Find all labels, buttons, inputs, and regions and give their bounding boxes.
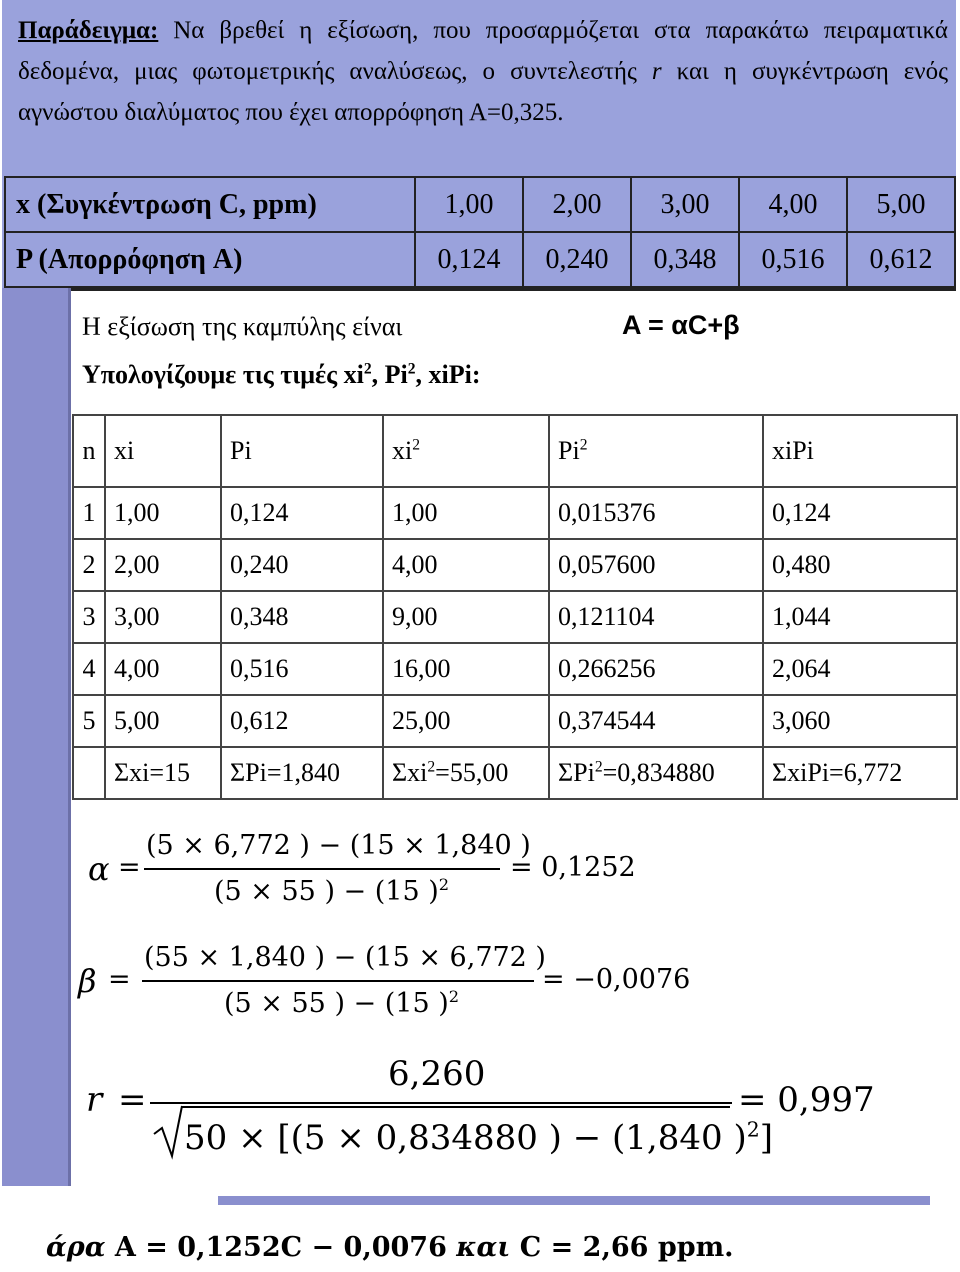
col-header-xipi: xiPi (763, 415, 957, 487)
cell-xi2: 16,00 (383, 643, 549, 695)
table-cell: 1,00 (415, 177, 523, 232)
example-label: Παράδειγμα: (18, 17, 159, 44)
sum-xipi: ΣxiPi=6,772 (763, 747, 957, 799)
cell-pi: 0,124 (221, 487, 383, 539)
experimental-data-table (4, 176, 956, 288)
cell-xi: 2,00 (105, 539, 221, 591)
cell-xipi: 1,044 (763, 591, 957, 643)
cell-xi: 1,00 (105, 487, 221, 539)
alpha-result: = 0,1252 (510, 852, 636, 883)
sums-row (73, 747, 957, 799)
cell-n: 5 (73, 695, 105, 747)
table-row (73, 643, 957, 695)
table-cell: 3,00 (631, 177, 739, 232)
beta-symbol: β (78, 962, 97, 1000)
table-row (73, 539, 957, 591)
table-row (5, 177, 955, 232)
cell-xipi: 3,060 (763, 695, 957, 747)
table-cell: 5,00 (847, 177, 955, 232)
intro-text: Να βρεθεί η εξίσωση, που προσαρμόζεται στα παρακάτω πειραματικά δεδομένα, μιας φωτομετρικής αναλύσεως, ο συντελεστής (18, 17, 948, 85)
alpha-equals: = (118, 852, 141, 883)
alpha-symbol: α (88, 850, 110, 888)
sum-pi: ΣPi=1,840 (221, 747, 383, 799)
cell-pi2: 0,057600 (549, 539, 763, 591)
col-header-xi2: $xi^2$ (383, 415, 549, 487)
cell-xipi: 0,480 (763, 539, 957, 591)
cell-pi2: 0,374544 (549, 695, 763, 747)
cell-xi: 4,00 (105, 643, 221, 695)
alpha-denominator: (5 × 55 ) − (15 )$^2$ (214, 875, 450, 907)
beta-fraction-line (142, 980, 534, 982)
conclusion-and: και (456, 1232, 511, 1263)
sum-xi2: Σxi$^2$=55,00 (383, 747, 549, 799)
beta-numerator: (55 × 1,840 ) − (15 × 6,772 ) (144, 942, 546, 973)
beta-denominator: (5 × 55 ) − (15 )$^2$ (224, 987, 460, 1019)
bottom-accent-bar (218, 1196, 930, 1205)
alpha-numerator: (5 × 6,772 ) − (15 × 1,840 ) (146, 830, 531, 861)
col-header-n: n (73, 415, 105, 487)
conclusion-word: άρα (46, 1232, 106, 1263)
calculation-table (72, 414, 958, 800)
cell-pi2: 0,015376 (549, 487, 763, 539)
row-header-p: P (Απορρόφηση A) (5, 232, 415, 287)
col-header-pi2: Pi$^2$ (549, 415, 763, 487)
square-root-icon (152, 1104, 184, 1160)
table-cell: 0,124 (415, 232, 523, 287)
cell-pi2: 0,266256 (549, 643, 763, 695)
table-cell: 0,240 (523, 232, 631, 287)
cell-pi: 0,612 (221, 695, 383, 747)
table-cell: 0,516 (739, 232, 847, 287)
beta-result: = −0,0076 (542, 964, 691, 995)
r-denominator: 50 × [(5 × 0,834880 ) − (1,840 )$^2$] (184, 1117, 773, 1158)
r-symbol: r (651, 58, 662, 85)
cell-n: 4 (73, 643, 105, 695)
cell-xi: 5,00 (105, 695, 221, 747)
table-cell: 0,612 (847, 232, 955, 287)
table-cell: 0,348 (631, 232, 739, 287)
cell-pi: 0,348 (221, 591, 383, 643)
conclusion-result: C = 2,66 ppm. (510, 1232, 734, 1263)
r-numerator: 6,260 (388, 1054, 486, 1094)
cell-pi2: 0,121104 (549, 591, 763, 643)
sum-xi: Σxi=15 (105, 747, 221, 799)
col-header-pi: Pi (221, 415, 383, 487)
r-fraction-line (150, 1102, 732, 1104)
cell-xipi: 0,124 (763, 487, 957, 539)
cell-xi2: 25,00 (383, 695, 549, 747)
cell-xi2: 4,00 (383, 539, 549, 591)
table-header-row (73, 415, 957, 487)
equation-formula: A = αC+β (622, 310, 740, 340)
table-cell: 4,00 (739, 177, 847, 232)
table-cell: 2,00 (523, 177, 631, 232)
equation-text: Η εξίσωση της καμπύλης είναι (82, 312, 403, 341)
cell-pi: 0,240 (221, 539, 383, 591)
col-header-xi: xi (105, 415, 221, 487)
cell-pi: 0,516 (221, 643, 383, 695)
intro-text-end: και η συγκέντρωση ενός αγνώστου διαλύματος που έχει απορρόφηση Α=0,325. (18, 58, 948, 126)
r-formula-symbol: r (86, 1080, 103, 1120)
cell-xi2: 1,00 (383, 487, 549, 539)
table-row (73, 487, 957, 539)
alpha-fraction-line (144, 868, 500, 870)
intro-paragraph (18, 10, 948, 133)
r-result: = 0,997 (738, 1080, 875, 1120)
cell-n: 2 (73, 539, 105, 591)
compute-text: Υπολογίζουμε τις τιμές $xi^2$, Pi$^2$, xiPi: (82, 360, 481, 389)
table-row (73, 695, 957, 747)
row-header-x: x (Συγκέντρωση C, ppm) (5, 177, 415, 232)
cell-xi2: 9,00 (383, 591, 549, 643)
cell-n: 1 (73, 487, 105, 539)
sum-pi2: ΣPi$^2$=0,834880 (549, 747, 763, 799)
left-accent-bar (2, 288, 71, 1186)
cell-xipi: 2,064 (763, 643, 957, 695)
beta-equals: = (108, 964, 131, 995)
cell-n (73, 747, 105, 799)
table-row (5, 232, 955, 287)
cell-n: 3 (73, 591, 105, 643)
sqrt-overline (182, 1106, 730, 1108)
cell-xi: 3,00 (105, 591, 221, 643)
table-row (73, 591, 957, 643)
conclusion (46, 1232, 734, 1263)
r-equals: = (118, 1080, 147, 1120)
conclusion-equation: A = 0,1252C − 0,0076 (105, 1232, 457, 1263)
